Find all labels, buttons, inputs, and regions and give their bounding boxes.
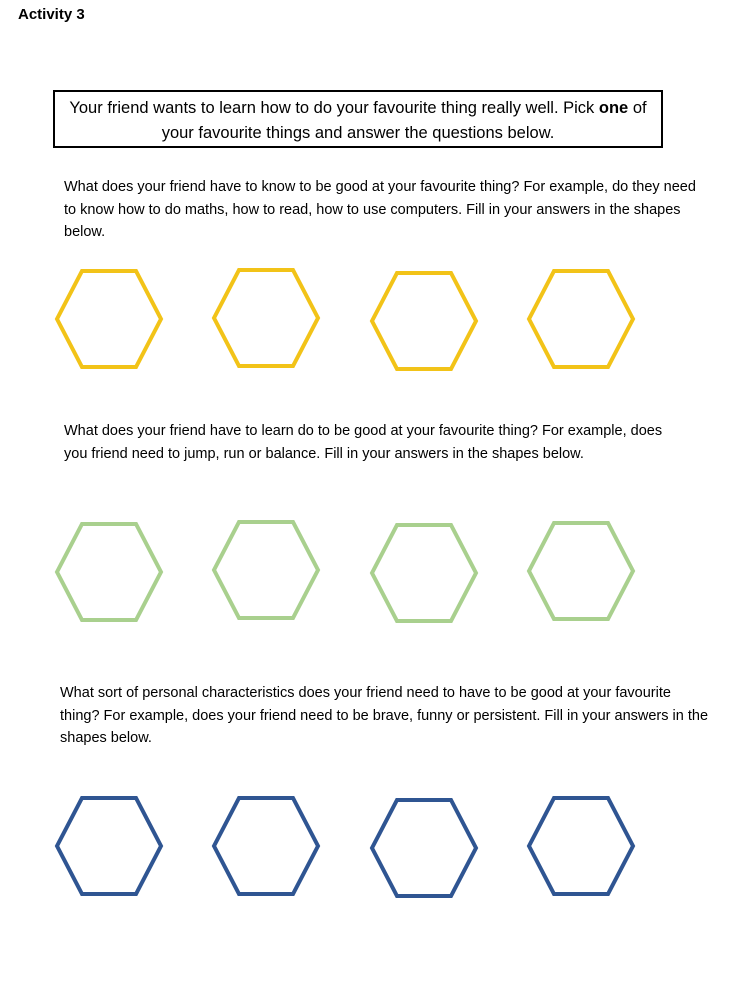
answer-hexagon[interactable] xyxy=(369,522,479,624)
page-title: Activity 3 xyxy=(18,6,85,23)
instructions-text-2: of your favourite things and answer the questions below. xyxy=(161,99,647,142)
instructions-text-1: Your friend wants to learn how to do your favourite thing really well. Pick xyxy=(69,99,599,117)
question-know: What does your friend have to know to be good at your favourite thing? For example, do they need to know how to do maths, how to read, how to use computers. Fill in your answers in the shapes below. xyxy=(64,179,696,240)
answer-hexagon[interactable] xyxy=(211,519,321,621)
answer-hexagon[interactable] xyxy=(369,797,479,899)
answer-hexagon[interactable] xyxy=(211,795,321,897)
answer-hexagon[interactable] xyxy=(54,268,164,370)
question-learn: What does your friend have to learn do to be good at your favourite thing? For example, does you friend need to jump, run or balance. Fill in your answers in the shapes below. xyxy=(64,423,663,462)
answer-hexagon[interactable] xyxy=(526,268,636,370)
answer-hexagon[interactable] xyxy=(211,267,321,369)
answer-hexagon[interactable] xyxy=(526,520,636,622)
question-characteristics: What sort of personal characteristics does your friend need to have to be good at your favourite thing? For example, does your friend need to be brave, funny or persistent. Fill in your answers in the shapes below. xyxy=(60,685,709,746)
instructions-box xyxy=(53,90,663,148)
answer-hexagon[interactable] xyxy=(526,795,636,897)
answer-hexagon[interactable] xyxy=(54,795,164,897)
answer-hexagon[interactable] xyxy=(369,270,479,372)
instructions-bold-one: one xyxy=(598,99,629,117)
answer-hexagon[interactable] xyxy=(54,521,164,623)
